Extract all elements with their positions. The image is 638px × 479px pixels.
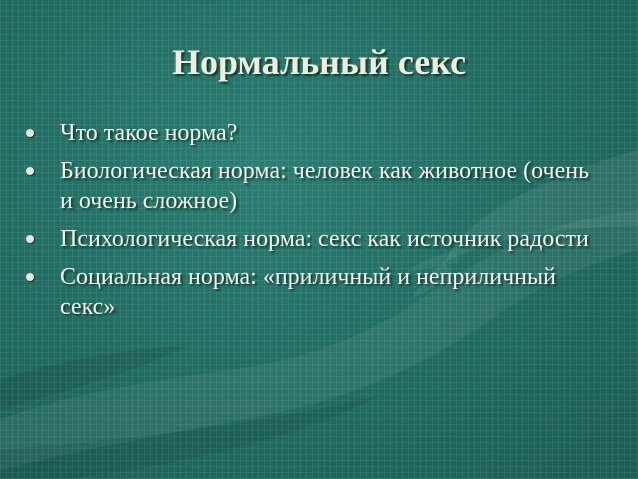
bullet-dot-icon <box>26 129 34 137</box>
bullet-text: Социальная норма: «приличный и неприличный секс» <box>60 264 556 320</box>
bullet-item <box>26 118 606 148</box>
bullet-dot-icon <box>26 235 34 243</box>
bullet-text: Биологическая норма: человек как животное (очень и очень сложное) <box>60 158 590 214</box>
bullet-text: Что такое норма? <box>60 120 238 146</box>
bullet-item <box>26 224 606 254</box>
bullet-dot-icon <box>26 273 34 281</box>
bullet-dot-icon <box>26 167 34 175</box>
slide-title: Нормальный секс <box>171 42 467 82</box>
bullet-text: Психологическая норма: секс как источник радости <box>60 226 589 252</box>
bullet-list <box>26 118 606 330</box>
bullet-item <box>26 156 606 216</box>
bullet-item <box>26 262 606 322</box>
